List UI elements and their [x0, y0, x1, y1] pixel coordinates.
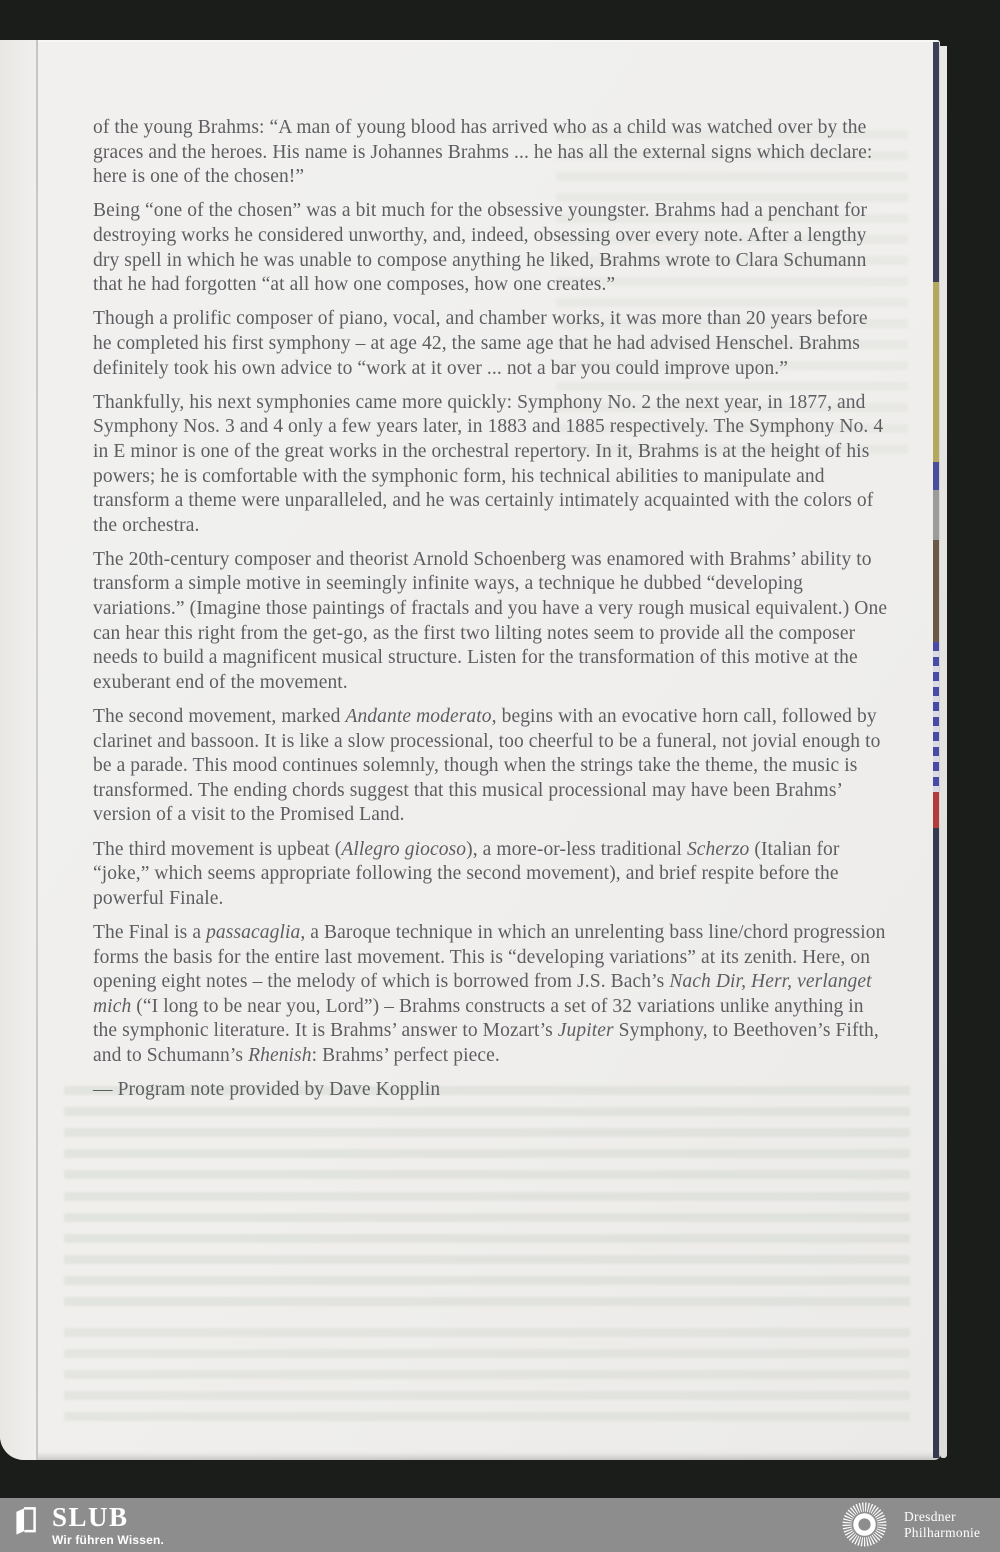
- slub-wordmark: SLUB: [52, 1502, 129, 1532]
- program-note-text: [93, 116, 890, 1112]
- verso-bleedthrough: [64, 1328, 910, 1424]
- page-edge-sliver: [940, 46, 947, 1458]
- paragraph: Thankfully, his next symphonies came more quickly: Symphony No. 2 the next year, in 1877, and Symphony Nos. 3 and 4 only a few years later, in 1883 and 1885 respectively. The Symphony No. 4 in E minor is one of the great works in the orchestral repertory. In it, Brahms is at the height of his powers; he is comfortable with the symphonic form, his technical abilities to manipulate and transform a theme were unparalleled, and he was certainly intimately acquainted with the colors of the orchestra.: [93, 391, 884, 536]
- fore-edge-segment: [933, 490, 939, 540]
- slub-tagline: Wir führen Wissen.: [52, 1533, 165, 1547]
- fore-edge-segment: [933, 828, 939, 1458]
- paragraph-list: [93, 116, 890, 1069]
- fore-edge-segment: [933, 462, 939, 490]
- paragraph: Being “one of the chosen” was a bit much for the obsessive youngster. Brahms had a penchant for destroying works he considered unworthy, and, indeed, obsessing over every note. After a lengthy dry spell in which he was unable to compose anything he liked, Brahms wrote to Clara Schumann that he had forgotten “at all how one composes, how one creates.”: [93, 200, 868, 296]
- fore-edge-segment: [933, 642, 939, 792]
- book-page: [0, 40, 940, 1460]
- fore-edge-segment: [933, 540, 939, 642]
- fore-edge-segment: [933, 792, 939, 828]
- paragraph: The Final is a passacaglia, a Baroque technique in which an unrelenting bass line/chord progression forms the basis for the entire last movement. This is “developing variations” at its zenith. Here, on opening eight notes – the melody of which is borrowed from J.S. Bach’s Nach Dir, Herr, verlanget mich (“I long to be near you, Lord”) – Brahms constructs a set of 32 variations unlike anything in the symphonic literature. It is Brahms’ answer to Mozart’s Jupiter Symphony, to Beethoven’s Fifth, and to Schumann’s Rhenish: Brahms’ perfect piece.: [93, 921, 886, 1066]
- paragraph: The 20th-century composer and theorist Arnold Schoenberg was enamored with Brahms’ ability to transform a simple motive in seemingly infinite ways, a technique he dubbed “developing variations.” (Imagine those paintings of fractals and you have a very rough musical equivalent.) One can hear this right from the get-go, as the first two lilting notes seem to provide all the composer needs to build a magnificent musical structure. Listen for the transformation of this motive at the exuberant end of the movement.: [93, 548, 888, 693]
- starburst-icon: [841, 1501, 888, 1548]
- paragraph: of the young Brahms: “A man of young blood has arrived who as a child was watched over by the graces and the heroes. His name is Johannes Brahms ... he has all the external signs which declare: here is one of the chosen!”: [93, 117, 873, 188]
- paragraph: Though a prolific composer of piano, vocal, and chamber works, it was more than 20 years before he completed his first symphony – at age 42, the same age that he had advised Henschel. Brahms definitely took his own advice to “work at it over ... not a bar you could improve upon.”: [93, 308, 868, 379]
- verso-bleedthrough: [64, 1192, 910, 1318]
- page-gutter-line: [36, 40, 38, 1460]
- philharmonie-line2: Philharmonie: [904, 1524, 981, 1540]
- fore-edge-segment: [933, 42, 939, 282]
- book-fore-edge: [933, 42, 939, 1458]
- philharmonie-wordmark: [904, 1509, 980, 1540]
- slub-logo: [14, 1504, 164, 1547]
- open-book-icon: [14, 1506, 37, 1537]
- philharmonie-line1: Dresdner: [904, 1509, 956, 1524]
- paragraph: The second movement, marked Andante moderato, begins with an evocative horn call, followed by clarinet and bassoon. It is like a slow processional, too cheerful to be a funeral, not jovial enough to be a parade. This mood continues solemnly, though when the strings take the theme, the music is transformed. The ending chords suggest that this musical processional may have been Brahms’ version of a visit to the Promised Land.: [93, 706, 881, 826]
- footer-bar: [0, 1498, 1000, 1552]
- slub-text-block: [52, 1504, 164, 1547]
- philharmonie-logo: [841, 1501, 980, 1548]
- paragraph: The third movement is upbeat (Allegro giocoso), a more-or-less traditional Scherzo (Italian for “joke,” which seems appropriate following the second movement), and brief respite before the powerful Finale.: [93, 838, 840, 909]
- fore-edge-segment: [933, 282, 939, 462]
- credit-line: — Program note provided by Dave Kopplin: [93, 1079, 441, 1101]
- page-gutter-shade: [0, 40, 36, 1460]
